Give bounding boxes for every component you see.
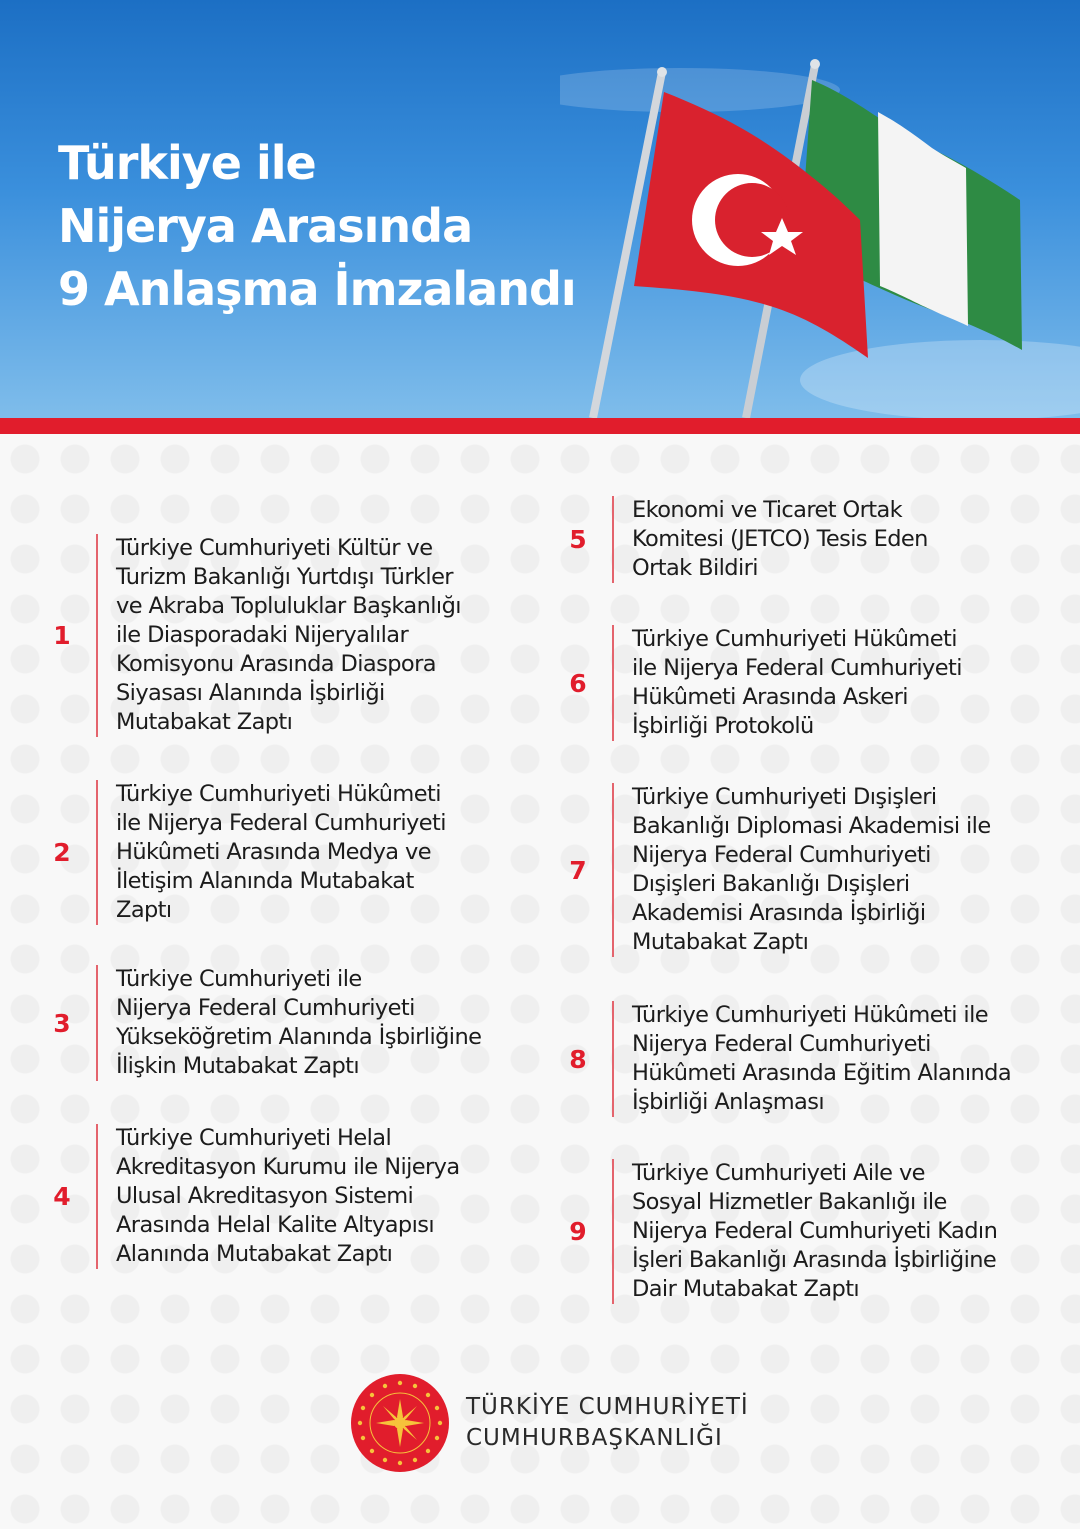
agreement-item-7 — [558, 783, 991, 957]
page-title — [58, 132, 576, 321]
agreement-text: Türkiye Cumhuriyeti ile Nijerya Federal Cumhuriyeti Yükseköğretim Alanında İşbirliğine İlişkin Mutabakat Zaptı — [116, 966, 482, 1079]
divider-bar — [612, 625, 614, 741]
agreement-text: Türkiye Cumhuriyeti Hükûmeti ile Nijerya Federal Cumhuriyeti Hükûmeti Arasında Medya ve İletişim Alanında Mutabakat Zaptı — [116, 781, 446, 923]
title-line-3: 9 Anlaşma İmzalandı — [58, 262, 576, 316]
agreement-number: 1 — [53, 621, 71, 650]
agreement-item-2 — [42, 780, 446, 925]
red-divider-band — [0, 418, 1080, 434]
agreement-item-3 — [42, 965, 481, 1081]
agreement-number: 4 — [53, 1182, 71, 1211]
divider-bar — [96, 780, 98, 925]
agreement-text: Türkiye Cumhuriyeti Aile ve Sosyal Hizmetler Bakanlığı ile Nijerya Federal Cumhuriyeti Kadın İşleri Bakanlığı Arasında İşbirliğine Dair Mutabakat Zaptı — [632, 1160, 998, 1302]
agreement-item-5 — [558, 496, 928, 583]
divider-bar — [96, 534, 98, 737]
divider-bar — [96, 1124, 98, 1269]
agreement-number: 7 — [569, 855, 587, 885]
divider-bar — [612, 783, 614, 957]
hero-banner — [0, 0, 1080, 418]
agreement-text: Türkiye Cumhuriyeti Kültür ve Turizm Bakanlığı Yurtdışı Türkler ve Akraba Topluluklar Başkanlığı ile Diasporadaki Nijeryalılar Komisyonu Arasında Diaspora Siyasası Alanında İşbirliği Mutabakat Zaptı — [116, 535, 461, 735]
divider-bar — [612, 1159, 614, 1304]
title-line-2: Nijerya Arasında — [58, 199, 473, 253]
agreement-item-6 — [558, 625, 962, 741]
agreement-text: Türkiye Cumhuriyeti Hükûmeti ile Nijerya Federal Cumhuriyeti Hükûmeti Arasında Eğitim Alanında İşbirliği Anlaşması — [632, 1002, 1012, 1115]
agreement-item-9 — [558, 1159, 997, 1304]
title-line-1: Türkiye ile — [58, 136, 316, 190]
agreement-text: Ekonomi ve Ticaret Ortak Komitesi (JETCO) Tesis Eden Ortak Bildiri — [632, 497, 928, 581]
agreement-number: 9 — [569, 1217, 587, 1246]
footer-institution-name — [466, 1392, 749, 1454]
footer-line-1: TÜRKİYE CUMHURİYETİ — [466, 1394, 749, 1420]
agreement-number: 6 — [569, 668, 587, 698]
agreement-item-4 — [42, 1124, 460, 1269]
agreement-number: 2 — [53, 838, 71, 867]
footer-branding — [350, 1373, 770, 1473]
agreement-text: Türkiye Cumhuriyeti Hükûmeti ile Nijerya Federal Cumhuriyeti Hükûmeti Arasında Askeri İşbirliği Protokolü — [632, 626, 962, 739]
divider-bar — [612, 496, 614, 583]
agreement-number: 3 — [53, 1008, 71, 1038]
agreement-item-1 — [42, 534, 461, 737]
divider-bar — [612, 1001, 614, 1117]
agreement-text: Türkiye Cumhuriyeti Dışişleri Bakanlığı Diplomasi Akademisi ile Nijerya Federal Cumhuriyeti Dışişleri Bakanlığı Dışişleri Akademisi Arasında İşbirliği Mutabakat Zaptı — [632, 784, 991, 955]
presidential-seal-icon — [350, 1373, 450, 1473]
agreement-number: 5 — [569, 525, 587, 554]
agreement-text: Türkiye Cumhuriyeti Helal Akreditasyon Kurumu ile Nijerya Ulusal Akreditasyon Sistemi Arasında Helal Kalite Altyapısı Alanında Mutabakat Zaptı — [116, 1125, 460, 1267]
footer-line-2: CUMHURBAŞKANLIĞI — [466, 1425, 723, 1451]
flags-illustration — [560, 50, 1080, 418]
agreement-number: 8 — [569, 1044, 587, 1074]
divider-bar — [96, 965, 98, 1081]
agreement-item-8 — [558, 1001, 1011, 1117]
